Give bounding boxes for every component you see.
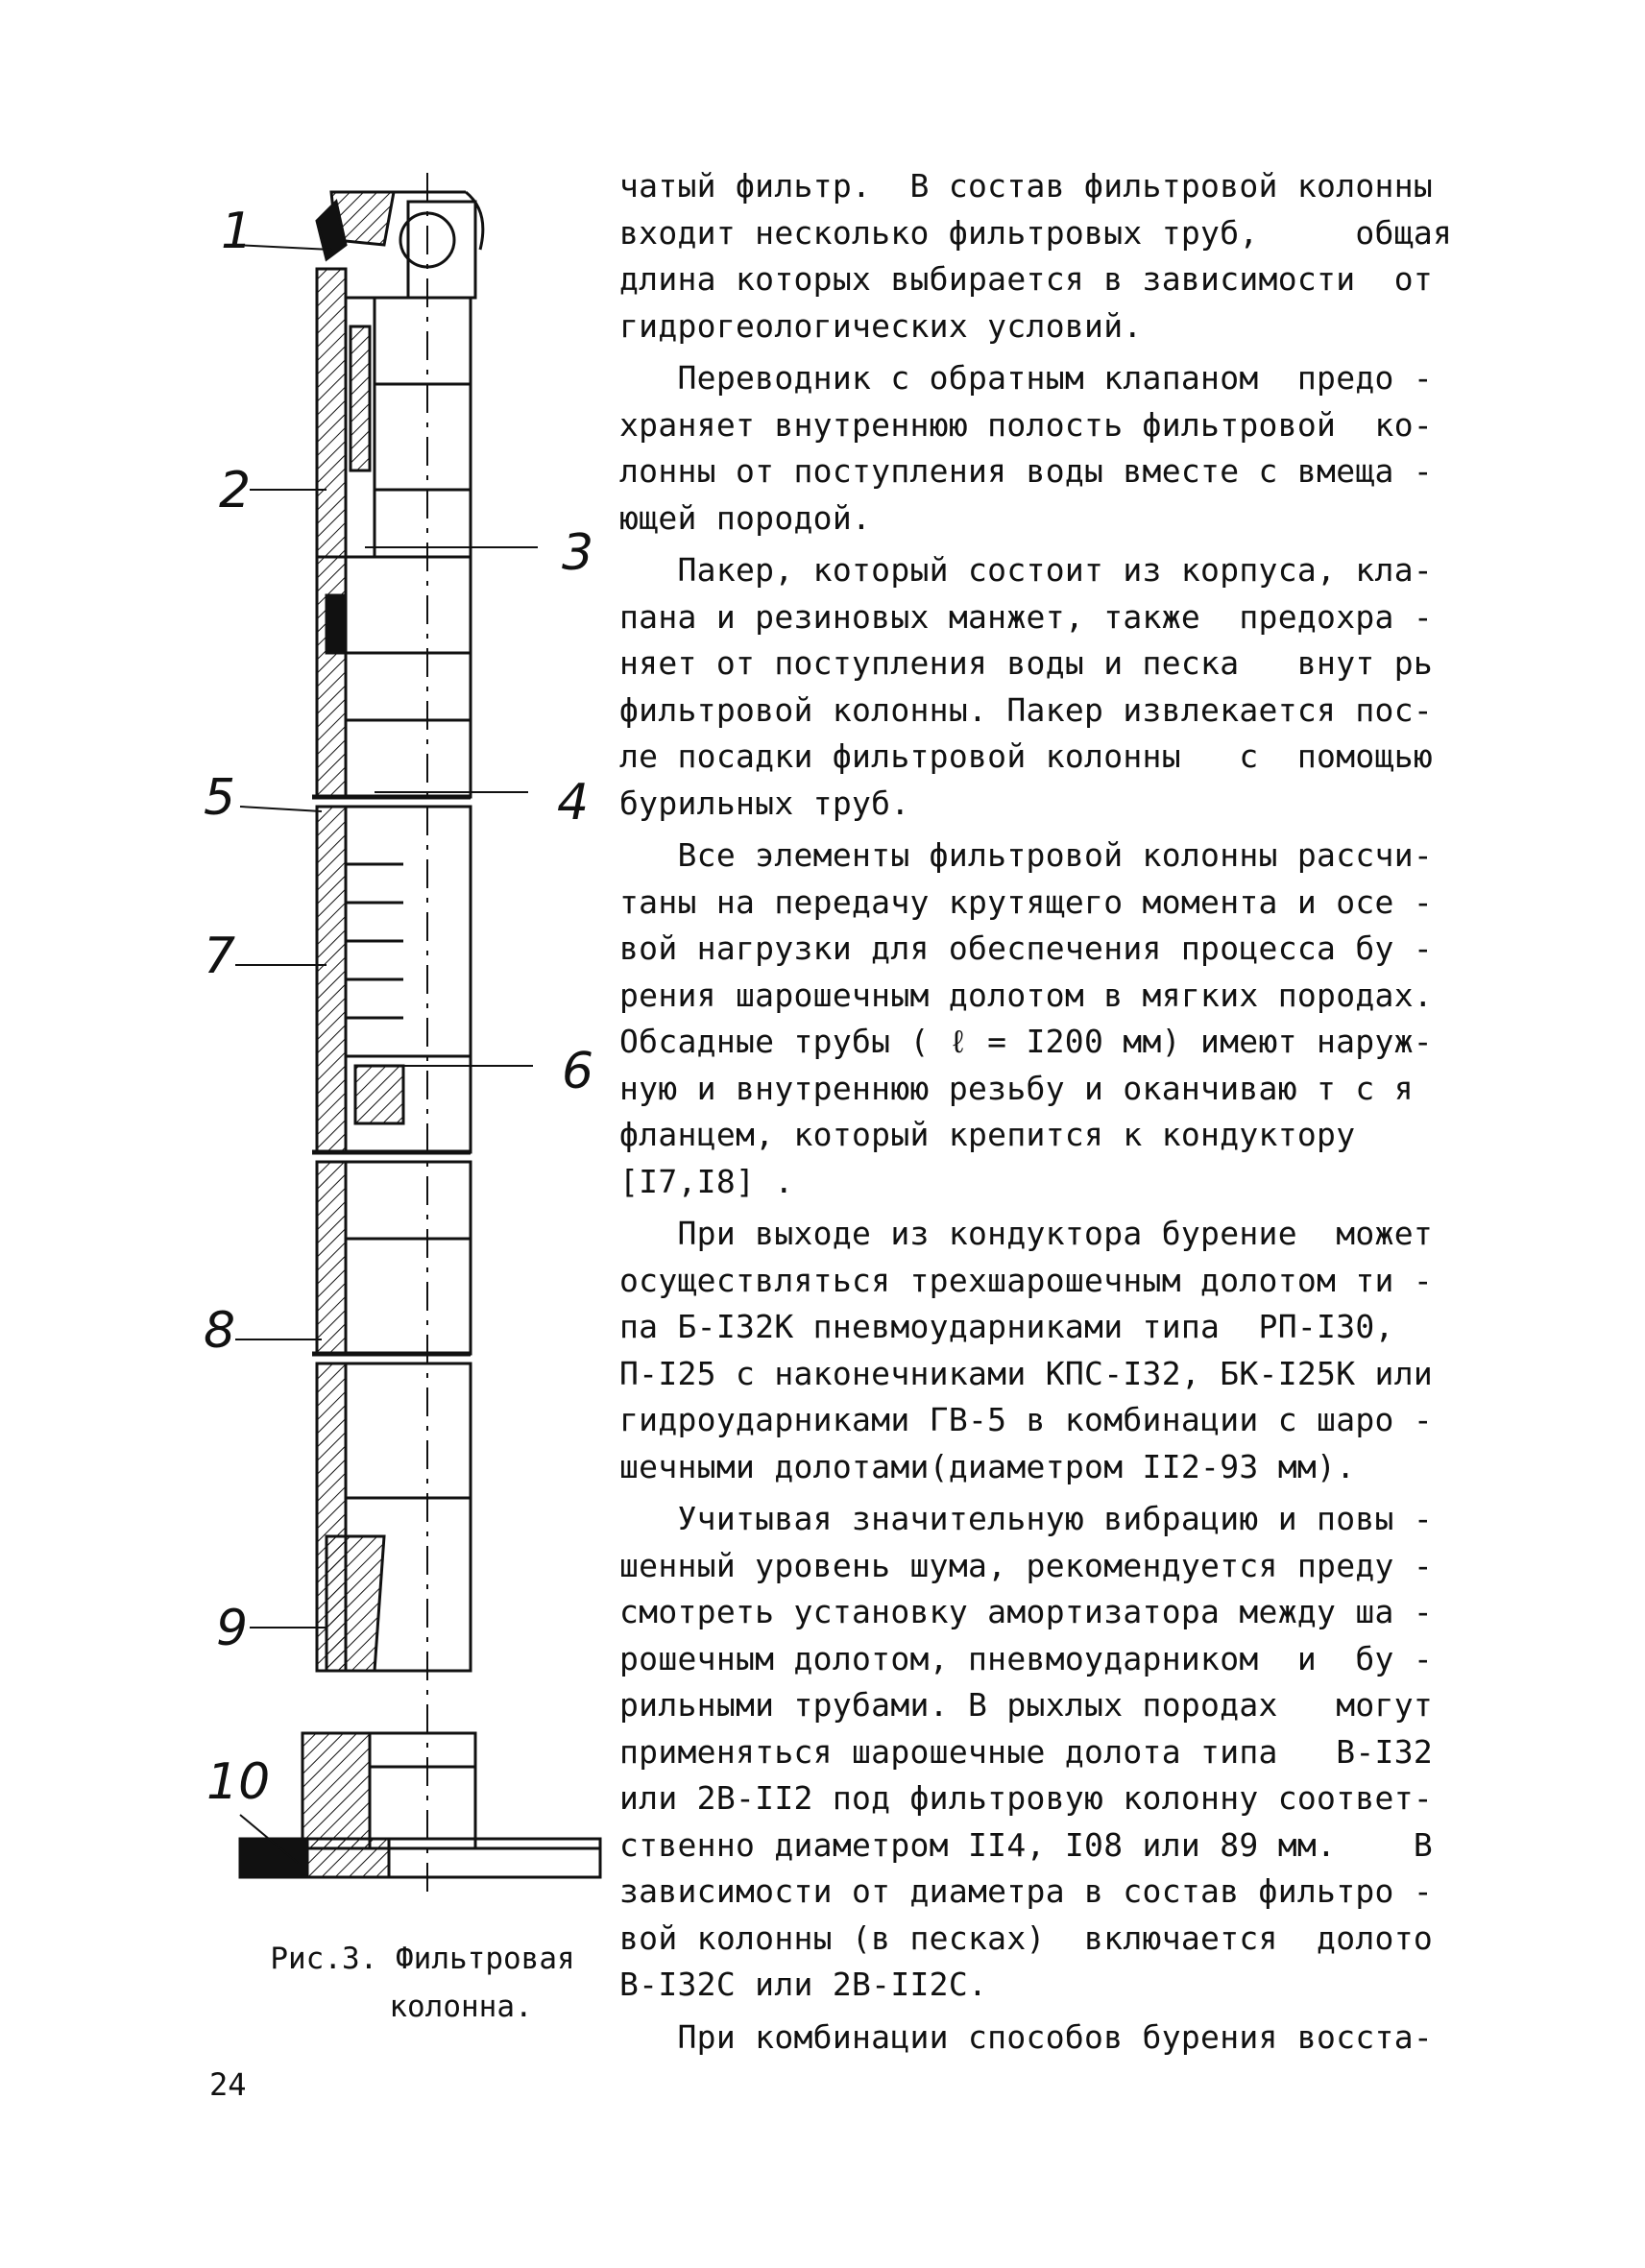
text-line: Пакер, который состоит из корпуса, кла- (619, 551, 1434, 589)
text-line: няет от поступления воды и песка внут рь (619, 644, 1434, 682)
callout-1: 1 (221, 203, 254, 260)
paragraph (619, 832, 1436, 1205)
text-line: рошечным долотом, пневмоударником и бу - (619, 1639, 1434, 1677)
callout-6: 6 (562, 1043, 594, 1100)
callout-4: 4 (557, 774, 590, 832)
filter-column-drawing (192, 173, 615, 1949)
callout-5: 5 (204, 769, 236, 827)
paragraph (619, 355, 1436, 542)
text-line: храняет внутреннюю полость фильтровой ко- (619, 405, 1434, 444)
paragraph (619, 2015, 1436, 2062)
caption-line-1: Рис.3. Фильтровая (270, 1942, 575, 1976)
text-line: ле посадки фильтровой колонны с помощью (619, 737, 1434, 775)
text-line: рильными трубами. В рыхлых породах могут (619, 1686, 1434, 1724)
text-line: ющей породой. (619, 498, 872, 537)
paragraph (619, 547, 1436, 827)
figure-caption (240, 1935, 605, 2031)
casing-section (312, 1162, 471, 1354)
callout-9: 9 (216, 1600, 249, 1657)
text-line: чатый фильтр. В состав фильтровой колонны (619, 167, 1434, 205)
text-line: зависимости от диаметра в состав фильтро - (619, 1872, 1434, 1910)
text-line: ную и внутреннюю резьбу и оканчиваю т с я (619, 1069, 1414, 1107)
text-line: смотреть установку амортизатора между ша - (619, 1593, 1434, 1630)
filter-pipe-section (312, 807, 471, 1152)
callout-2: 2 (219, 462, 252, 519)
text-line: В-I32С или 2В-II2С. (619, 1966, 988, 2003)
text-line: Все элементы фильтровой колонны рассчи- (619, 836, 1434, 874)
flange-section (240, 1733, 600, 1877)
text-line: вой нагрузки для обеспечения процесса бу - (619, 929, 1434, 967)
text-line: или 2В-II2 под фильтровую колонну соответ- (619, 1779, 1434, 1817)
text-line: бурильных труб. (619, 784, 910, 822)
text-line: длина которых выбирается в зависимости от (619, 260, 1434, 298)
text-line: При выходе из кондуктора бурение может (619, 1215, 1434, 1252)
text-line: При комбинации способов бурения восста- (619, 2017, 1434, 2056)
caption-line-2: колонна. (389, 1990, 533, 2024)
text-line: [I7,I8] . (619, 1162, 794, 1200)
text-line: Переводник с обратным клапаном предо - (619, 359, 1434, 397)
text-line: таны на передачу крутящего момента и осе - (619, 882, 1434, 921)
paragraph (619, 163, 1453, 350)
callout-8: 8 (204, 1302, 236, 1360)
filter-column-figure (192, 173, 615, 1949)
packer-section (312, 557, 471, 797)
text-line: пана и резиновых манжет, также предохра - (619, 597, 1434, 636)
body-text (619, 163, 1453, 2066)
text-line: фильтровой колонны. Пакер извлекается пос- (619, 690, 1434, 729)
text-line: Обсадные трубы ( ℓ = I200 мм) имеют наруж- (619, 1023, 1433, 1060)
paragraph (619, 1496, 1436, 2009)
callout-3: 3 (562, 524, 594, 582)
text-line: ственно диаметром II4, I08 или 89 мм. В (619, 1825, 1434, 1864)
callout-10: 10 (206, 1753, 271, 1811)
text-line: лонны от поступления воды вместе с вмеща - (619, 452, 1434, 490)
text-line: применяться шарошечные долота типа В-I32 (619, 1732, 1434, 1771)
leader-lines (235, 245, 538, 1863)
text-line: гидроударниками ГВ-5 в комбинации с шаро - (619, 1401, 1434, 1438)
lower-casing-section (317, 1363, 471, 1671)
text-line: па Б-I32К пневмоударниками типа РП-I30, (619, 1308, 1394, 1345)
page-number: 24 (209, 2066, 247, 2103)
text-line: фланцем, который крепится к кондуктору (619, 1116, 1356, 1153)
adapter-section (317, 269, 471, 557)
text-line: Учитывая значительную вибрацию и повы - (619, 1500, 1434, 1537)
callout-7: 7 (204, 928, 236, 985)
text-line: осуществляться трехшарошечным долотом ти - (619, 1261, 1434, 1299)
paragraph (619, 1211, 1436, 1490)
text-line: вой колонны (в песках) включается долото (619, 1918, 1434, 1957)
text-line: гидрогеологических условий. (619, 306, 1143, 345)
text-line: шечными долотами(диаметром II2-93 мм). (619, 1447, 1356, 1485)
text-line: П-I25 с наконечниками КПС-I32, БК-I25К или (619, 1354, 1434, 1392)
text-line: шенный уровень шума, рекомендуется преду - (619, 1546, 1434, 1584)
text-line: рения шарошечным долотом в мягких породах. (619, 976, 1434, 1014)
text-line: входит несколько фильтровых труб, общая (619, 213, 1453, 252)
